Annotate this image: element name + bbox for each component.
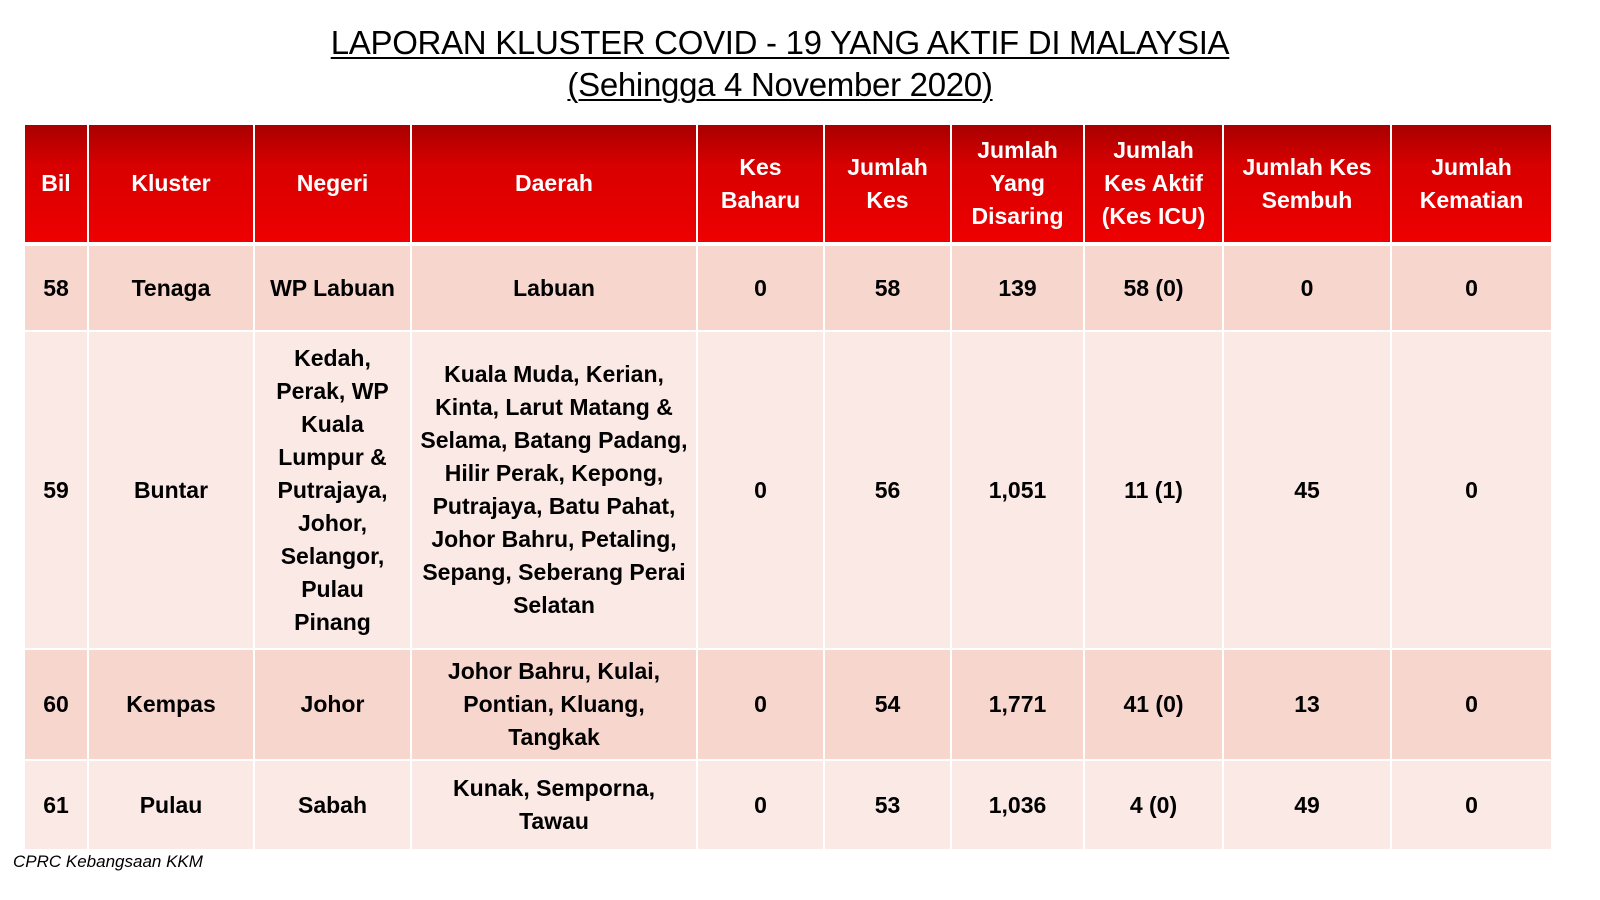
header-kes-aktif: Jumlah Kes Aktif (Kes ICU) [1084, 124, 1223, 244]
header-kes-baharu: Kes Baharu [697, 124, 824, 244]
cell-kes-baharu: 0 [697, 244, 824, 331]
cell-negeri: Johor [254, 649, 411, 760]
cell-kluster: Tenaga [88, 244, 254, 331]
header-jumlah-disaring: Jumlah Yang Disaring [951, 124, 1084, 244]
cell-bil: 59 [24, 331, 88, 649]
cell-jumlah-disaring: 139 [951, 244, 1084, 331]
cell-jumlah-kes: 54 [824, 649, 951, 760]
cell-kematian: 0 [1391, 331, 1552, 649]
table-row [24, 244, 1552, 331]
report-title [0, 22, 1560, 106]
header-kes-sembuh: Jumlah Kes Sembuh [1223, 124, 1391, 244]
cell-jumlah-kes: 58 [824, 244, 951, 331]
report-title-line1: LAPORAN KLUSTER COVID - 19 YANG AKTIF DI MALAYSIA [330, 24, 1230, 61]
table-header-row [24, 124, 1552, 244]
cell-daerah: Kuala Muda, Kerian, Kinta, Larut Matang & Selama, Batang Padang, Hilir Perak, Kepong, Putrajaya, Batu Pahat, Johor Bahru, Petaling, Sepang, Seberang Perai Selatan [411, 331, 697, 649]
header-jumlah-kes: Jumlah Kes [824, 124, 951, 244]
cell-jumlah-disaring: 1,771 [951, 649, 1084, 760]
cell-kes-sembuh: 0 [1223, 244, 1391, 331]
cell-daerah: Labuan [411, 244, 697, 331]
cell-negeri: Kedah, Perak, WP Kuala Lumpur & Putrajaya, Johor, Selangor, Pulau Pinang [254, 331, 411, 649]
cell-daerah: Kunak, Semporna, Tawau [411, 760, 697, 850]
cell-kluster: Kempas [88, 649, 254, 760]
cell-kes-sembuh: 45 [1223, 331, 1391, 649]
cell-bil: 58 [24, 244, 88, 331]
cell-kes-sembuh: 49 [1223, 760, 1391, 850]
cell-kematian: 0 [1391, 760, 1552, 850]
cell-kluster: Buntar [88, 331, 254, 649]
cell-kes-aktif: 41 (0) [1084, 649, 1223, 760]
cell-kematian: 0 [1391, 244, 1552, 331]
header-bil: Bil [24, 124, 88, 244]
cell-kematian: 0 [1391, 649, 1552, 760]
cell-kluster: Pulau [88, 760, 254, 850]
cell-kes-baharu: 0 [697, 760, 824, 850]
cell-jumlah-disaring: 1,036 [951, 760, 1084, 850]
cell-kes-aktif: 4 (0) [1084, 760, 1223, 850]
cluster-table [23, 123, 1553, 851]
cell-kes-aktif: 11 (1) [1084, 331, 1223, 649]
cell-kes-baharu: 0 [697, 649, 824, 760]
header-kluster: Kluster [88, 124, 254, 244]
table-row [24, 649, 1552, 760]
source-note: CPRC Kebangsaan KKM [13, 852, 203, 871]
cell-jumlah-kes: 56 [824, 331, 951, 649]
header-kematian: Jumlah Kematian [1391, 124, 1552, 244]
cell-kes-baharu: 0 [697, 331, 824, 649]
cell-jumlah-kes: 53 [824, 760, 951, 850]
table-row [24, 331, 1552, 649]
cell-bil: 60 [24, 649, 88, 760]
cell-negeri: Sabah [254, 760, 411, 850]
cell-jumlah-disaring: 1,051 [951, 331, 1084, 649]
cell-daerah: Johor Bahru, Kulai, Pontian, Kluang, Tangkak [411, 649, 697, 760]
table-row [24, 760, 1552, 850]
cell-kes-aktif: 58 (0) [1084, 244, 1223, 331]
report-title-line2: (Sehingga 4 November 2020) [567, 66, 993, 103]
cell-bil: 61 [24, 760, 88, 850]
cell-negeri: WP Labuan [254, 244, 411, 331]
header-daerah: Daerah [411, 124, 697, 244]
cell-kes-sembuh: 13 [1223, 649, 1391, 760]
header-negeri: Negeri [254, 124, 411, 244]
